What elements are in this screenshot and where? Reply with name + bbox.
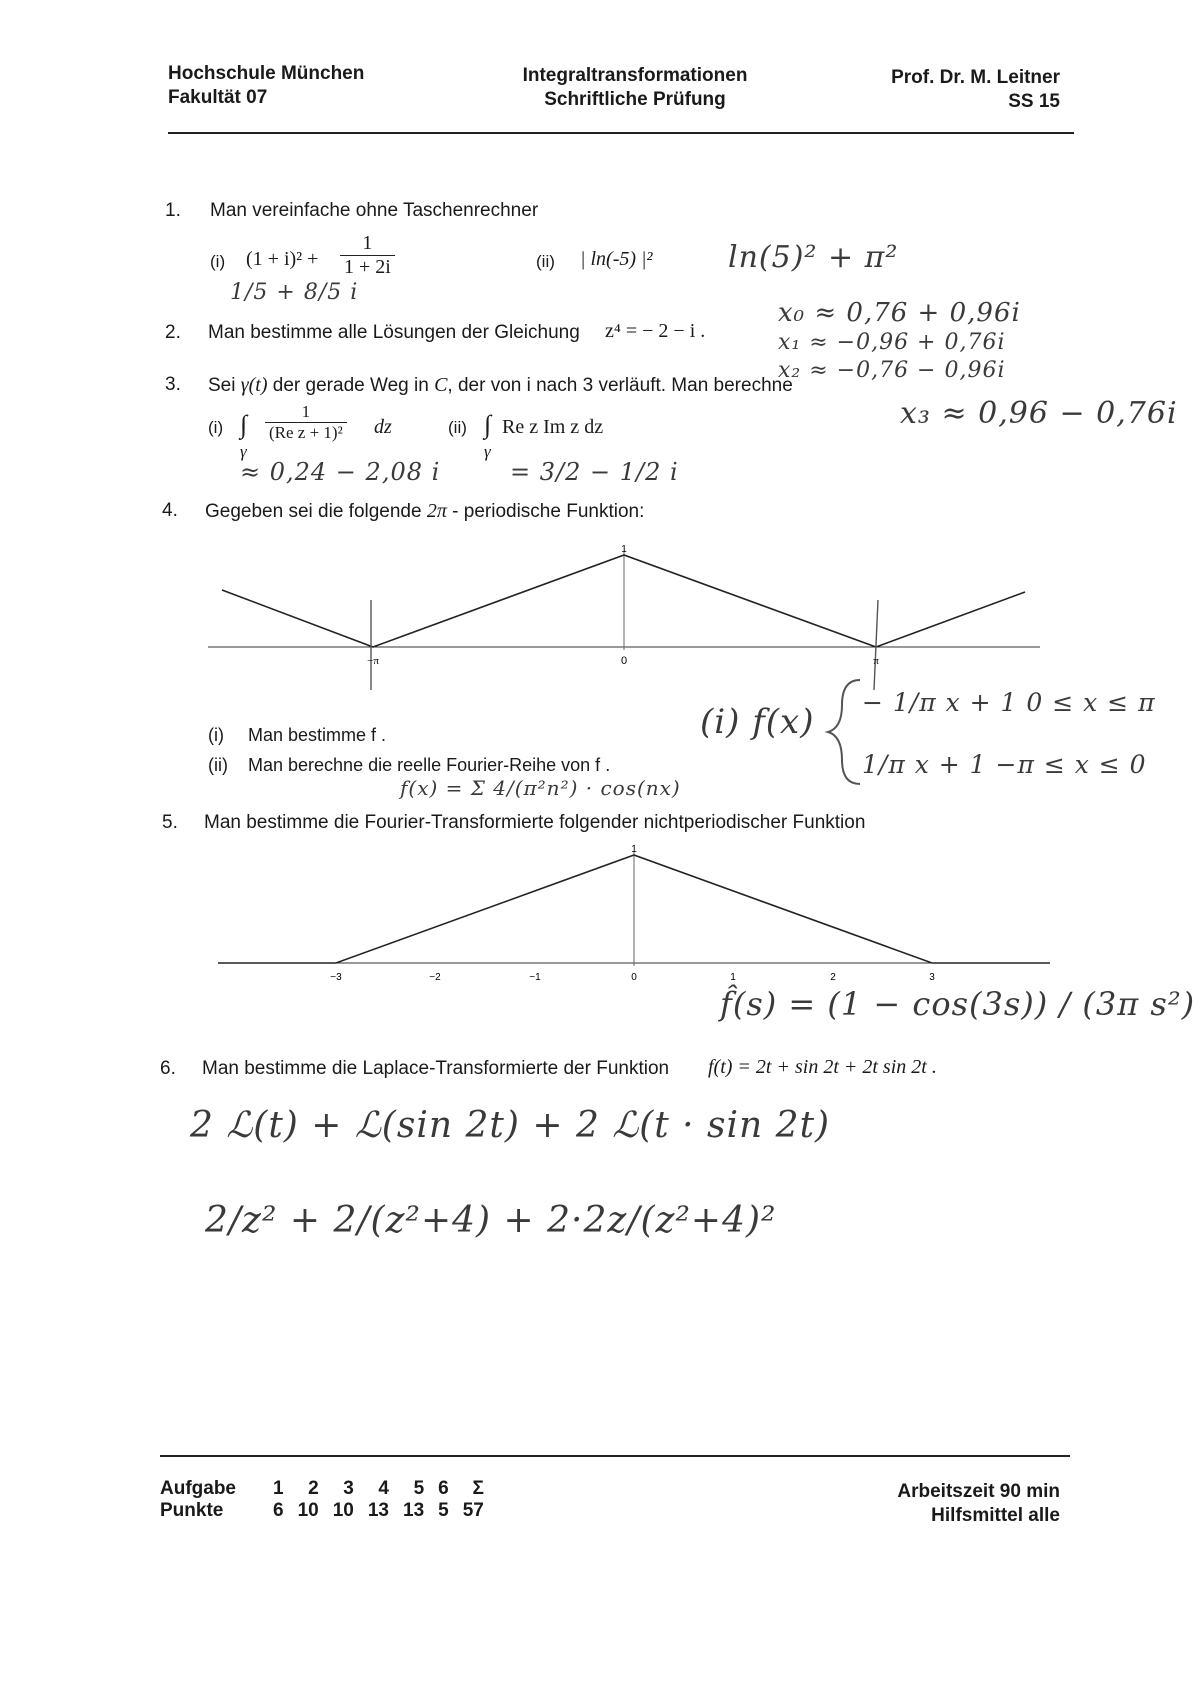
- points-table-task-row: [160, 1478, 491, 1500]
- handwritten-root-x2: x₂ ≈ −0,76 − 0,96i: [778, 358, 1006, 383]
- task-1-text: Man vereinfache ohne Taschenrechner: [210, 200, 539, 221]
- handwritten-root-x0: x₀ ≈ 0,76 + 0,96i: [778, 298, 1021, 328]
- task-2-text: Man bestimme alle Lösungen der Gleichung: [208, 322, 580, 343]
- graph-5-tick: −1: [529, 972, 541, 983]
- graph-5-tick: 2: [830, 972, 836, 983]
- task-1-number: 1.: [165, 200, 181, 221]
- task-3-part-i-subscript: γ: [240, 442, 247, 461]
- task-3-text-post: , der von i nach 3 verläuft. Man berechne: [447, 375, 793, 396]
- graph-5-tick: 3: [929, 972, 935, 983]
- handwritten-brace: [828, 680, 860, 784]
- task-4-part-ii-label: (ii): [208, 755, 228, 775]
- handwritten-fourier-transform: f̂(s) = (1 − cos(3s)) / (3π s²): [720, 985, 1196, 1023]
- task-cell-total: Σ: [472, 1478, 484, 1499]
- task-6-text: Man bestimme die Laplace-Transformierte der Funktion: [202, 1058, 670, 1079]
- graph-4-hand-mark-pi: [874, 600, 878, 690]
- handwritten-answer-3-ii: = 3/2 − 1/2 i: [510, 458, 679, 486]
- task-3-part-ii-label: (ii): [448, 418, 467, 437]
- faculty-name: Fakultät 07: [168, 87, 268, 108]
- professor-name: Prof. Dr. M. Leitner: [891, 67, 1060, 88]
- handwritten-answer-3-i: ≈ 0,24 − 2,08 i: [240, 458, 441, 486]
- task-3-part-ii-integral: ∫: [484, 410, 492, 439]
- task-cell: 2: [308, 1478, 319, 1499]
- semester: SS 15: [1008, 91, 1060, 112]
- task-cell: 3: [343, 1478, 354, 1499]
- task-3-part-ii-subscript: γ: [484, 442, 491, 461]
- handwritten-case-2: 1/π x + 1 −π ≤ x ≤ 0: [862, 750, 1147, 779]
- task-4-part-i-text: Man bestimme f .: [248, 725, 387, 745]
- graph-5-tick: −2: [429, 972, 441, 983]
- graph-4-peak-label: 1: [621, 544, 627, 555]
- graph-5-tick: −3: [330, 972, 342, 983]
- task-4-period: 2π: [426, 500, 447, 522]
- task-3-part-ii-expr: Re z Im z dz: [502, 416, 604, 438]
- graph-4-tick-pi: π: [873, 655, 879, 667]
- graph-4-tick-neg-pi: −π: [367, 655, 379, 667]
- graph-5-tick-labels: [330, 972, 935, 983]
- task-5-number: 5.: [162, 812, 178, 833]
- task-4-text-pre: Gegeben sei die folgende: [205, 501, 422, 522]
- task-3-number: 3.: [165, 374, 181, 395]
- graph-5-tick: 1: [730, 972, 736, 983]
- graph-5-tick: 0: [631, 972, 637, 983]
- points-cell: 6: [273, 1500, 284, 1521]
- task-3-text-mid: der gerade Weg in: [272, 375, 429, 396]
- task-1-part-ii-expr: | ln(-5) |²: [580, 248, 653, 270]
- task-cell: 5: [413, 1478, 425, 1499]
- course-title: Integraltransformationen: [522, 65, 748, 86]
- handwritten-case-1: − 1/π x + 1 0 ≤ x ≤ π: [862, 688, 1156, 717]
- task-6-number: 6.: [160, 1058, 176, 1079]
- points-cell: 13: [403, 1500, 425, 1521]
- task-2-number: 2.: [165, 322, 181, 343]
- task-2-equation: z⁴ = − 2 − i .: [605, 320, 706, 342]
- task-5-text: Man bestimme die Fourier-Transformierte folgender nichtperiodischer Funktion: [204, 812, 866, 833]
- task-row-label: Aufgabe: [160, 1478, 236, 1499]
- task-cell: 1: [273, 1478, 284, 1499]
- handwritten-laplace-line-2: 2/z² + 2/(z²+4) + 2·2z/(z²+4)²: [205, 1200, 777, 1241]
- handwritten-laplace-line-1: 2 ℒ(t) + ℒ(sin 2t) + 2 ℒ(t · sin 2t): [190, 1105, 831, 1146]
- handwritten-f-definition: (i) f(x): [700, 702, 815, 742]
- task-3-set-c: C: [434, 374, 448, 396]
- task-4-part-i-label: (i): [208, 725, 224, 745]
- exam-type: Schriftliche Prüfung: [544, 89, 726, 110]
- points-cell: 10: [297, 1500, 319, 1521]
- task-3-text-pre: Sei: [208, 375, 236, 396]
- points-cell: 13: [367, 1500, 389, 1521]
- task-1-fraction-denominator: 1 + 2i: [344, 256, 391, 278]
- task-4-part-ii-text: Man berechne die reelle Fourier-Reihe von f .: [248, 755, 611, 775]
- handwritten-answer-1-i: 1/5 + 8/5 i: [230, 280, 359, 305]
- points-cell: 5: [438, 1500, 449, 1521]
- task-4-number: 4.: [162, 500, 178, 521]
- task-1-part-i-expr: (1 + i)² +: [246, 248, 319, 270]
- task-6-function: f(t) = 2t + sin 2t + 2t sin 2t .: [708, 1056, 937, 1078]
- task-1-fraction-numerator: 1: [340, 232, 395, 256]
- points-row-label: Punkte: [160, 1500, 224, 1521]
- handwritten-fourier-series: f(x) = Σ 4/(π²n²) · cos(nx): [400, 776, 681, 800]
- task-3-part-i-integral: ∫: [240, 410, 248, 439]
- handwritten-root-x1: x₁ ≈ −0,96 + 0,76i: [778, 330, 1006, 355]
- permitted-aids: Hilfsmittel alle: [931, 1505, 1060, 1526]
- task-3-fraction-numerator: 1: [265, 402, 347, 423]
- task-1-part-ii-label: (ii): [536, 252, 555, 271]
- handwritten-answer-1-ii: ln(5)² + π²: [728, 240, 899, 275]
- task-1-part-i-label: (i): [210, 252, 226, 271]
- points-table: [160, 1478, 491, 1522]
- task-3-fraction-denominator: (Re z + 1)²: [269, 423, 343, 442]
- working-time: Arbeitszeit 90 min: [897, 1481, 1060, 1502]
- points-cell-total: 57: [462, 1500, 484, 1521]
- task-cell: 6: [438, 1478, 449, 1499]
- task-3-part-i-label: (i): [208, 418, 224, 437]
- points-cell: 10: [332, 1500, 354, 1521]
- institution-name: Hochschule München: [168, 63, 365, 84]
- graph-4-tick-zero: 0: [620, 655, 628, 667]
- task-4-text-post: - periodische Funktion:: [452, 501, 645, 522]
- graph-5-peak-label: 1: [631, 844, 637, 855]
- task-cell: 4: [378, 1478, 389, 1499]
- points-table-points-row: [160, 1500, 491, 1522]
- handwritten-root-x3: x₃ ≈ 0,96 − 0,76i: [900, 396, 1178, 431]
- task-3-part-i-dz: dz: [374, 416, 392, 438]
- task-3-gamma: γ(t): [240, 374, 268, 396]
